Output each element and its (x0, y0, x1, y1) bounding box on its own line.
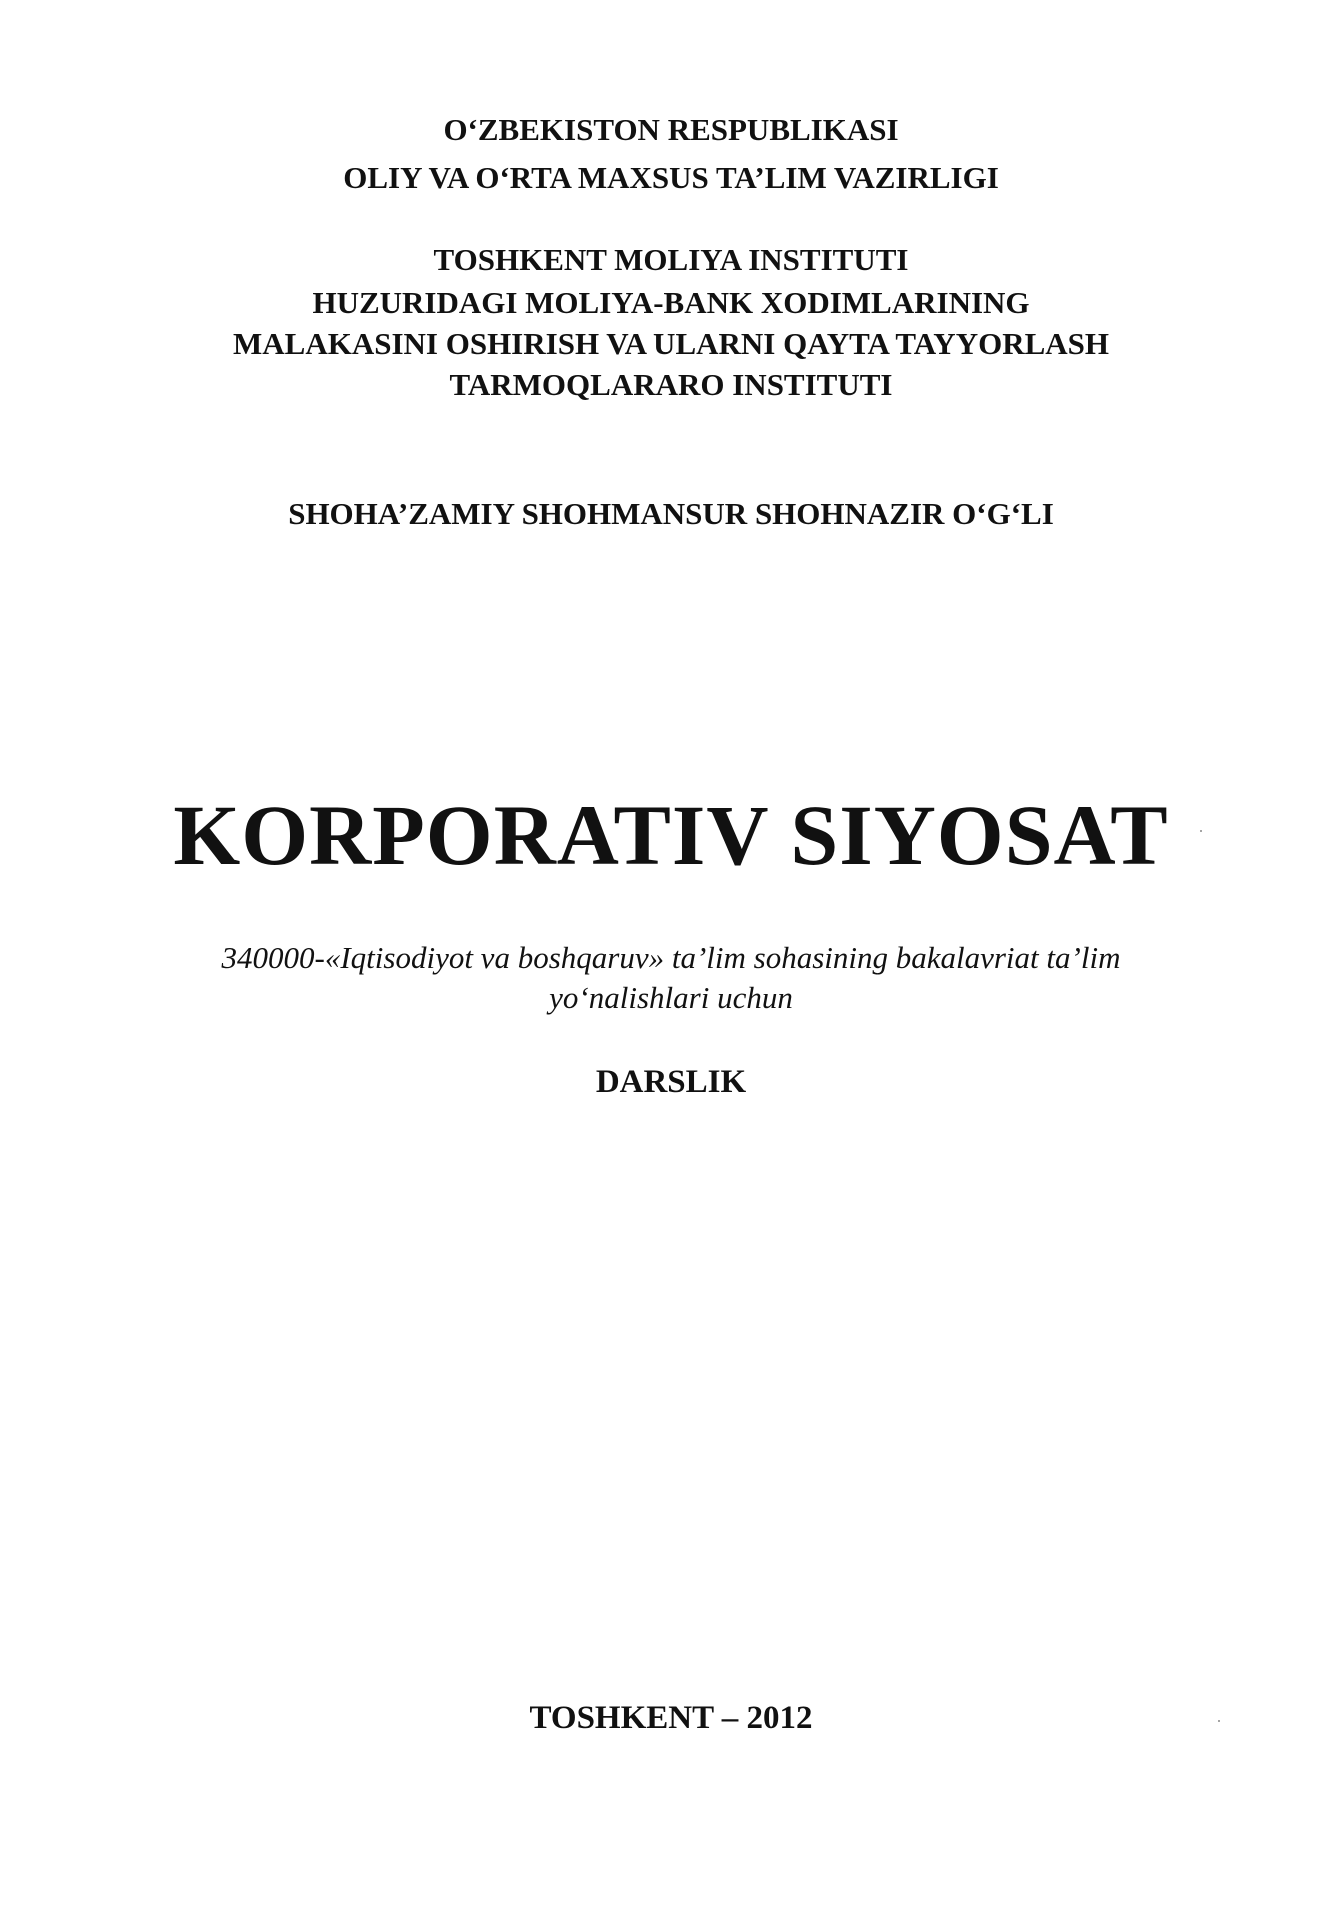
book-title: KORPORATIV SIYOSAT (173, 787, 1169, 883)
institute-line-3: MALAKASINI OSHIRISH VA ULARNI QAYTA TAYYORLASH (233, 326, 1109, 361)
document-type: DARSLIK (595, 1064, 747, 1100)
scan-speck (1200, 830, 1202, 832)
institute-line-4: TARMOQLARARO INSTITUTI (449, 367, 893, 402)
scan-speck (1218, 1720, 1220, 1722)
subtitle-line-2: yo‘nalishlari uchun (549, 980, 793, 1015)
author-name: SHOHA’ZAMIY SHOHMANSUR SHOHNAZIR O‘G‘LI (288, 496, 1054, 531)
ministry-line-2: OLIY VA O‘RTA MAXSUS TA’LIM VAZIRLIGI (343, 160, 999, 195)
institute-line-2: HUZURIDAGI MOLIYA-BANK XODIMLARINING (312, 285, 1030, 320)
subtitle-line-1: 340000-«Iqtisodiyot va boshqaruv» ta’lim sohasining bakalavriat ta’lim (221, 940, 1121, 975)
ministry-line-1: O‘ZBEKISTON RESPUBLIKASI (443, 112, 899, 147)
institute-line-1: TOSHKENT MOLIYA INSTITUTI (433, 242, 909, 277)
place-year: TOSHKENT – 2012 (529, 1700, 813, 1736)
